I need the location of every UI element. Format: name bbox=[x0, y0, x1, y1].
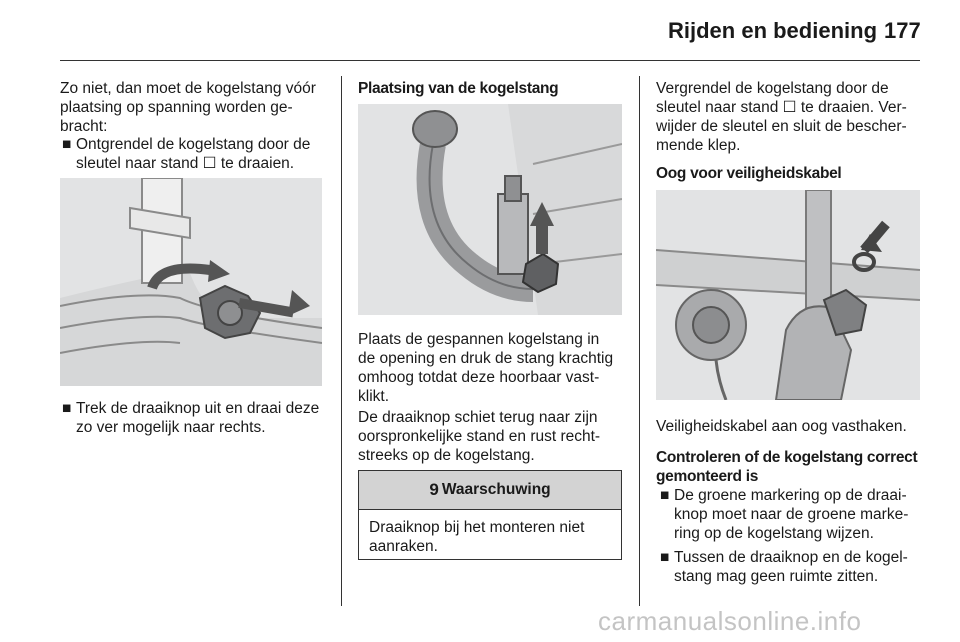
page-header-title: Rijden en bediening bbox=[668, 18, 878, 43]
lock-paragraph: Vergrendel de kogelstang door de sleutel naar stand ☐ te draaien. Ver- wijder de sleutel en sluit de bescher- mende klep. bbox=[656, 80, 907, 154]
illustration-safety-cable-eye bbox=[656, 190, 920, 400]
intro-paragraph: Zo niet, dan moet de kogelstang vóór plaatsing op spanning worden ge- bracht: bbox=[60, 80, 316, 135]
bullet-icon: ■ bbox=[62, 400, 72, 417]
page-number: 177 bbox=[884, 18, 921, 43]
watermark: carmanualsonline.info bbox=[598, 606, 862, 636]
illustration-knob-release bbox=[60, 178, 322, 386]
figure-caption: Veiligheidskabel aan oog vasthaken. bbox=[656, 418, 907, 435]
bullet-icon: ■ bbox=[62, 136, 72, 153]
warning-text: Draaiknop bij het monteren niet aanraken. bbox=[369, 519, 585, 555]
illustration-towbar-insertion bbox=[358, 104, 622, 315]
warning-title: Waarschuwing bbox=[441, 481, 551, 498]
list-item: ■ Ontgrendel de kogelstang door de sleutel naar stand ☐ te draaien. bbox=[62, 136, 311, 172]
list-item: ■ Trek de draaiknop uit en draai deze zo ver mogelijk naar rechts. bbox=[62, 400, 320, 436]
section-heading: Plaatsing van de kogelstang bbox=[358, 80, 559, 97]
instruction-paragraph: De draaiknop schiet terug naar zijn oorspronkelijke stand en rust recht- streeks op de kogelstang. bbox=[358, 409, 601, 464]
bullet-icon: ■ bbox=[660, 487, 670, 504]
column-divider bbox=[341, 76, 342, 606]
warning-box bbox=[358, 470, 622, 560]
list-item: ■ Tussen de draaiknop en de kogel- stang mag geen ruimte zitten. bbox=[660, 549, 908, 585]
warning-icon: 9 bbox=[429, 480, 439, 499]
bullet-icon: ■ bbox=[660, 549, 670, 566]
section-heading: Oog voor veiligheidskabel bbox=[656, 165, 842, 182]
column-divider bbox=[639, 76, 640, 606]
section-heading: Controleren of de kogelstang correct gemonteerd is bbox=[656, 449, 918, 485]
warning-header bbox=[359, 471, 621, 510]
instruction-paragraph: Plaats de gespannen kogelstang in de opening en druk de stang krachtig omhoog totdat deze hoorbaar vast- klikt. bbox=[358, 331, 614, 405]
list-item: ■ De groene markering op de draai- knop moet naar de groene marke- ring op de kogelstang wijzen. bbox=[660, 487, 909, 542]
header-divider bbox=[60, 60, 920, 61]
